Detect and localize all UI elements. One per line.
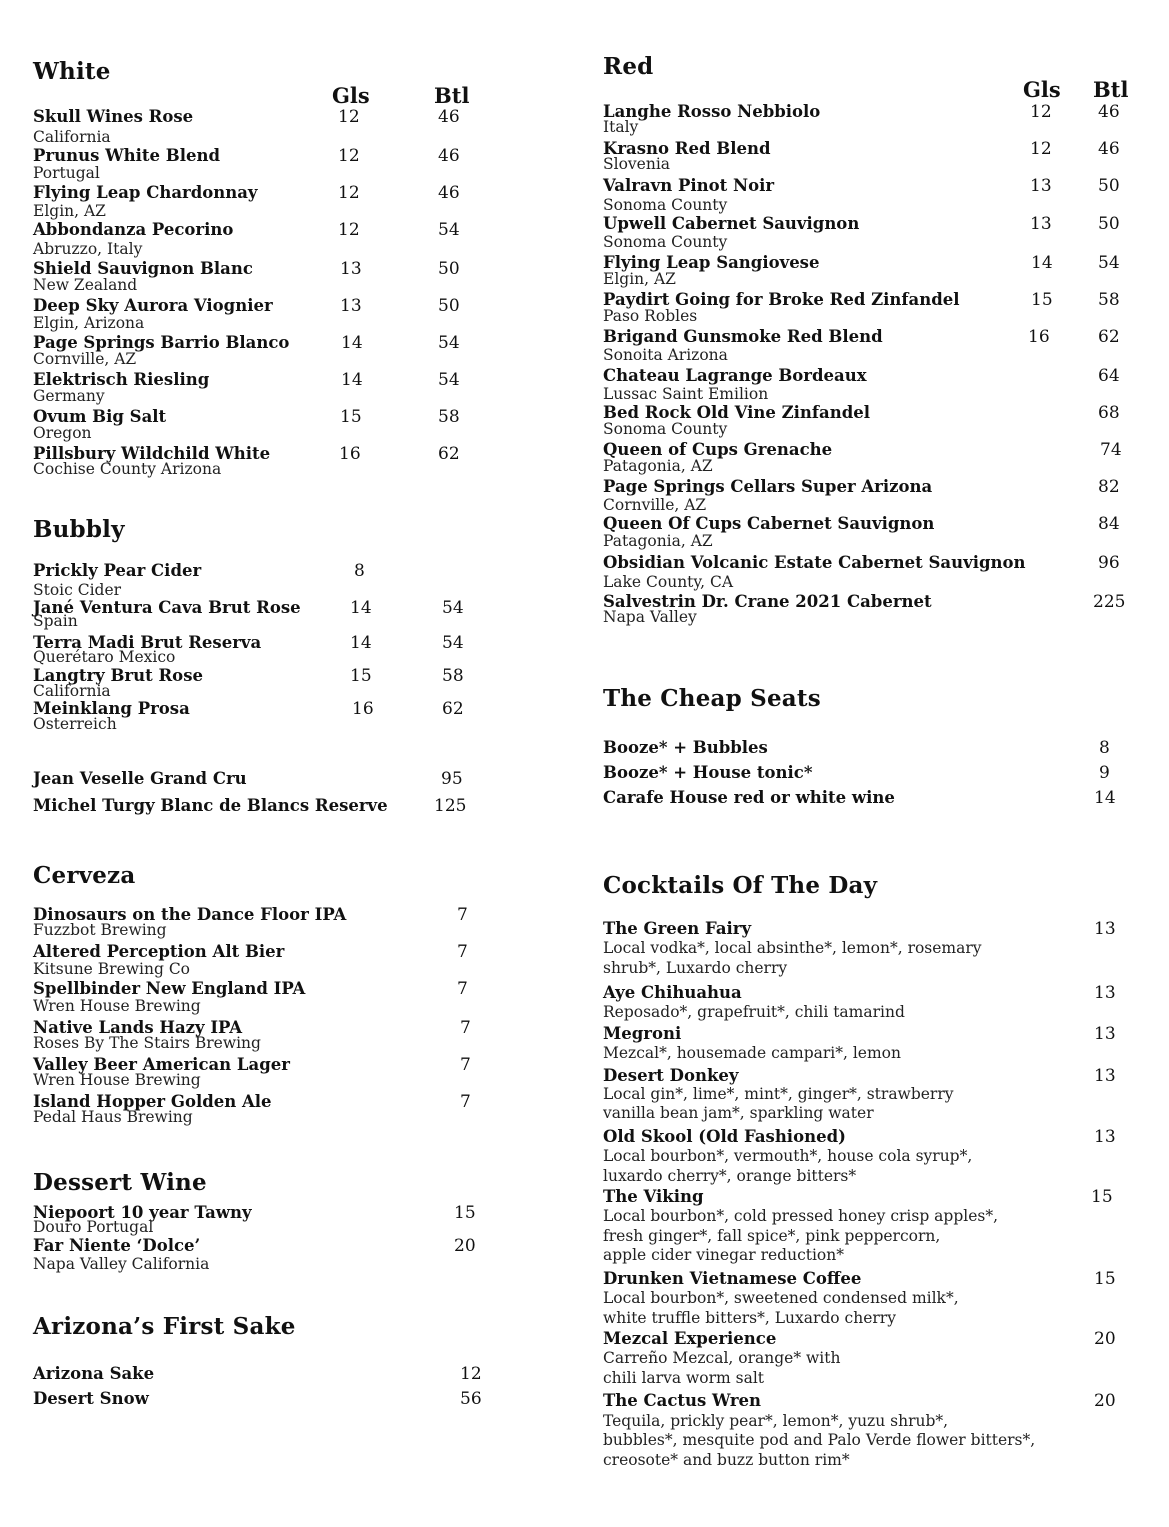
brewer: Wren House Brewing <box>33 997 201 1015</box>
wine-name: Page Springs Cellars Super Arizona <box>603 477 933 496</box>
wine-name: Jean Veselle Grand Cru <box>33 769 247 788</box>
cerveza-heading: Cerveza <box>33 862 136 889</box>
wine-origin: Portugal <box>33 164 100 182</box>
glass-price: 13 <box>340 259 362 279</box>
wine-name: Ovum Big Salt <box>33 407 167 426</box>
glass-price: 15 <box>350 666 372 686</box>
wine-name: Skull Wines Rose <box>33 107 194 126</box>
wine-name: Flying Leap Chardonnay <box>33 183 258 202</box>
brewer: Pedal Haus Brewing <box>33 1108 193 1126</box>
glass-price: 15 <box>340 407 362 427</box>
wine-origin: Cornville, AZ <box>603 496 707 514</box>
bottle-price: 46 <box>1098 102 1120 122</box>
wine-name: Far Niente ‘Dolce’ <box>33 1236 201 1255</box>
bottle-price: 54 <box>1098 253 1120 273</box>
beer-name: Native Lands Hazy IPA <box>33 1018 243 1037</box>
glass-price: 12 <box>338 146 360 166</box>
beer-name: Island Hopper Golden Ale <box>33 1092 272 1111</box>
wine-origin: Napa Valley California <box>33 1255 210 1273</box>
bottle-price: 50 <box>438 259 460 279</box>
glass-price: 15 <box>1031 290 1053 310</box>
cocktail-name: The Cactus Wren <box>603 1391 762 1410</box>
wine-name: Abbondanza Pecorino <box>33 220 234 239</box>
wine-name: Page Springs Barrio Blanco <box>33 333 290 352</box>
price: 9 <box>1099 763 1110 783</box>
price: 15 <box>454 1203 476 1223</box>
wine-origin: Lake County, CA <box>603 573 734 591</box>
cocktail-description: fresh ginger*, fall spice*, pink peppercorn, <box>603 1227 941 1245</box>
cocktail-description: luxardo cherry*, orange bitters* <box>603 1167 857 1185</box>
wine-origin: Stoic Cider <box>33 581 122 599</box>
bottle-price: 58 <box>438 407 460 427</box>
wine-origin: Querétaro Mexico <box>33 648 176 666</box>
wine-name: Prickly Pear Cider <box>33 561 202 580</box>
wine-origin: Oregon <box>33 424 92 442</box>
bottle-price: 50 <box>1098 214 1120 234</box>
bottle-price: 54 <box>442 598 464 618</box>
beer-name: Dinosaurs on the Dance Floor IPA <box>33 905 347 924</box>
glass-price: 16 <box>1028 327 1050 347</box>
price: 13 <box>1094 1024 1116 1044</box>
cocktail-description: Local gin*, lime*, mint*, ginger*, strawberry <box>603 1085 954 1103</box>
wine-origin: California <box>33 682 111 700</box>
brewer: Fuzzbot Brewing <box>33 921 167 939</box>
wine-origin: Douro Portugal <box>33 1218 154 1236</box>
wine-origin: Napa Valley <box>603 608 697 626</box>
bottle-price: 64 <box>1098 366 1120 386</box>
wine-name: Paydirt Going for Broke Red Zinfandel <box>603 290 960 309</box>
glass-price: 16 <box>339 444 361 464</box>
cocktail-description: white truffle bitters*, Luxardo cherry <box>603 1309 896 1327</box>
wine-name: Krasno Red Blend <box>603 139 771 158</box>
glass-price: 16 <box>352 699 374 719</box>
price: 20 <box>454 1236 476 1256</box>
cocktails-heading: Cocktails Of The Day <box>603 872 878 899</box>
bottle-price: 54 <box>442 633 464 653</box>
wine-name: Jané Ventura Cava Brut Rose <box>33 598 301 617</box>
bottle-price: 54 <box>438 220 460 240</box>
cheap-seats-heading: The Cheap Seats <box>603 685 821 712</box>
bubbly-heading: Bubbly <box>33 516 125 543</box>
sake-name: Arizona Sake <box>33 1364 155 1383</box>
cocktail-name: Old Skool (Old Fashioned) <box>603 1127 846 1146</box>
wine-origin: Sonoita Arizona <box>603 346 728 364</box>
wine-origin: Paso Robles <box>603 307 698 325</box>
brewer: Roses By The Stairs Brewing <box>33 1034 261 1052</box>
wine-name: Shield Sauvignon Blanc <box>33 259 253 278</box>
wine-origin: Osterreich <box>33 715 117 733</box>
cocktail-description: Local bourbon*, sweetened condensed milk*, <box>603 1289 959 1307</box>
cocktail-description: Tequila, prickly pear*, lemon*, yuzu shrub*, <box>603 1412 949 1430</box>
bottle-price: 68 <box>1098 403 1120 423</box>
glass-price: 8 <box>354 561 365 581</box>
bottle-price: 54 <box>438 333 460 353</box>
beer-name: Spellbinder New England IPA <box>33 979 306 998</box>
wine-origin: Slovenia <box>603 155 671 173</box>
price: 14 <box>1094 788 1116 808</box>
wine-origin: Sonoma County <box>603 233 728 251</box>
glass-price: 14 <box>341 370 363 390</box>
wine-name: Langtry Brut Rose <box>33 666 203 685</box>
cocktail-description: Carreño Mezcal, orange* with <box>603 1349 841 1367</box>
bottle-price: 62 <box>1098 327 1120 347</box>
cocktail-description: chili larva worm salt <box>603 1369 765 1387</box>
wine-origin: Elgin, AZ <box>33 202 106 220</box>
wine-name: Bed Rock Old Vine Zinfandel <box>603 403 871 422</box>
sake-name: Desert Snow <box>33 1389 149 1408</box>
wine-name: Prunus White Blend <box>33 146 221 165</box>
wine-name: Michel Turgy Blanc de Blancs Reserve <box>33 796 388 815</box>
glass-price: 14 <box>341 333 363 353</box>
cocktail-description: apple cider vinegar reduction* <box>603 1246 844 1264</box>
drink-name: Booze* + Bubbles <box>603 738 768 757</box>
price: 15 <box>1091 1187 1113 1207</box>
white-btl-header: Btl <box>434 83 470 108</box>
red-btl-header: Btl <box>1093 77 1129 102</box>
price: 7 <box>457 979 468 999</box>
price: 20 <box>1094 1329 1116 1349</box>
bottle-price: 125 <box>434 796 467 816</box>
bottle-price: 82 <box>1098 477 1120 497</box>
price: 7 <box>460 1018 471 1038</box>
price: 13 <box>1094 1066 1116 1086</box>
cocktail-description: Reposado*, grapefruit*, chili tamarind <box>603 1003 905 1021</box>
cocktail-name: Desert Donkey <box>603 1066 739 1085</box>
glass-price: 13 <box>340 296 362 316</box>
price: 13 <box>1094 983 1116 1003</box>
sake-heading: Arizona’s First Sake <box>33 1313 296 1340</box>
wine-origin: Patagonia, AZ <box>603 532 713 550</box>
wine-name: Brigand Gunsmoke Red Blend <box>603 327 883 346</box>
cocktail-description: Local bourbon*, vermouth*, house cola syrup*, <box>603 1147 973 1165</box>
cocktail-description: vanilla bean jam*, sparkling water <box>603 1104 874 1122</box>
wine-origin: Elgin, Arizona <box>33 314 145 332</box>
wine-name: Flying Leap Sangiovese <box>603 253 820 272</box>
glass-price: 13 <box>1030 176 1052 196</box>
white-heading: White <box>33 58 111 85</box>
wine-origin: Germany <box>33 387 105 405</box>
cocktail-description: shrub*, Luxardo cherry <box>603 959 788 977</box>
glass-price: 12 <box>338 183 360 203</box>
bottle-price: 62 <box>438 444 460 464</box>
bottle-price: 95 <box>441 769 463 789</box>
wine-origin: Elgin, AZ <box>603 270 676 288</box>
cocktail-description: bubbles*, mesquite pod and Palo Verde flower bitters*, <box>603 1431 1036 1449</box>
price: 8 <box>1099 738 1110 758</box>
price: 7 <box>460 1092 471 1112</box>
wine-name: Queen Of Cups Cabernet Sauvignon <box>603 514 935 533</box>
cocktail-description: Local bourbon*, cold pressed honey crisp apples*, <box>603 1207 999 1225</box>
bottle-price: 58 <box>1098 290 1120 310</box>
red-heading: Red <box>603 53 654 80</box>
bottle-price: 46 <box>1098 139 1120 159</box>
cocktail-name: Megroni <box>603 1024 682 1043</box>
wine-name: Chateau Lagrange Bordeaux <box>603 366 867 385</box>
glass-price: 14 <box>1031 253 1053 273</box>
wine-origin: Cornville, AZ <box>33 350 137 368</box>
beer-name: Valley Beer American Lager <box>33 1055 290 1074</box>
wine-origin: Sonoma County <box>603 196 728 214</box>
bottle-price: 54 <box>438 370 460 390</box>
wine-name: Langhe Rosso Nebbiolo <box>603 102 821 121</box>
wine-origin: Italy <box>603 118 639 136</box>
glass-price: 14 <box>350 598 372 618</box>
wine-origin: Abruzzo, Italy <box>33 240 143 258</box>
wine-name: Obsidian Volcanic Estate Cabernet Sauvignon <box>603 553 1026 572</box>
wine-name: Meinklang Prosa <box>33 699 190 718</box>
price: 56 <box>460 1389 482 1409</box>
bottle-price: 50 <box>438 296 460 316</box>
cocktail-name: The Viking <box>603 1187 704 1206</box>
wine-name: Terra Madi Brut Reserva <box>33 633 262 652</box>
beer-name: Altered Perception Alt Bier <box>33 942 285 961</box>
bottle-price: 46 <box>438 107 460 127</box>
wine-name: Upwell Cabernet Sauvignon <box>603 214 860 233</box>
cocktail-description: Local vodka*, local absinthe*, lemon*, rosemary <box>603 939 982 957</box>
drink-name: Booze* + House tonic* <box>603 763 813 782</box>
wine-origin: Spain <box>33 612 78 630</box>
price: 7 <box>460 1055 471 1075</box>
glass-price: 13 <box>1030 214 1052 234</box>
drink-name: Carafe House red or white wine <box>603 788 895 807</box>
cocktail-name: The Green Fairy <box>603 919 752 938</box>
bottle-price: 74 <box>1100 440 1122 460</box>
bottle-price: 46 <box>438 183 460 203</box>
bottle-price: 58 <box>442 666 464 686</box>
dessert-heading: Dessert Wine <box>33 1169 207 1196</box>
bottle-price: 96 <box>1098 553 1120 573</box>
wine-name: Niepoort 10 year Tawny <box>33 1203 252 1222</box>
cocktail-name: Aye Chihuahua <box>603 983 742 1002</box>
wine-origin: Cochise County Arizona <box>33 460 222 478</box>
bottle-price: 50 <box>1098 176 1120 196</box>
wine-name: Elektrisch Riesling <box>33 370 210 389</box>
wine-name: Deep Sky Aurora Viognier <box>33 296 273 315</box>
wine-name: Queen of Cups Grenache <box>603 440 833 459</box>
white-gls-header: Gls <box>332 83 370 108</box>
price: 12 <box>460 1364 482 1384</box>
bottle-price: 46 <box>438 146 460 166</box>
price: 7 <box>457 905 468 925</box>
cocktail-description: Mezcal*, housemade campari*, lemon <box>603 1044 901 1062</box>
wine-name: Salvestrin Dr. Crane 2021 Cabernet <box>603 592 932 611</box>
price: 13 <box>1094 1127 1116 1147</box>
red-gls-header: Gls <box>1023 77 1061 102</box>
wine-origin: Lussac Saint Emilion <box>603 385 769 403</box>
wine-origin: California <box>33 128 111 146</box>
glass-price: 12 <box>338 107 360 127</box>
cocktail-description: creosote* and buzz button rim* <box>603 1451 850 1469</box>
cocktail-name: Mezcal Experience <box>603 1329 777 1348</box>
bottle-price: 225 <box>1093 592 1126 612</box>
glass-price: 14 <box>350 633 372 653</box>
glass-price: 12 <box>1030 102 1052 122</box>
price: 20 <box>1094 1391 1116 1411</box>
glass-price: 12 <box>338 220 360 240</box>
brewer: Wren House Brewing <box>33 1071 201 1089</box>
cocktail-name: Drunken Vietnamese Coffee <box>603 1269 862 1288</box>
brewer: Kitsune Brewing Co <box>33 960 191 978</box>
wine-name: Pillsbury Wildchild White <box>33 444 271 463</box>
price: 15 <box>1094 1269 1116 1289</box>
wine-origin: Sonoma County <box>603 420 728 438</box>
wine-origin: New Zealand <box>33 276 138 294</box>
bottle-price: 62 <box>442 699 464 719</box>
wine-origin: Patagonia, AZ <box>603 457 713 475</box>
wine-name: Valravn Pinot Noir <box>603 176 775 195</box>
price: 13 <box>1094 919 1116 939</box>
bottle-price: 84 <box>1098 514 1120 534</box>
price: 7 <box>457 942 468 962</box>
glass-price: 12 <box>1030 139 1052 159</box>
